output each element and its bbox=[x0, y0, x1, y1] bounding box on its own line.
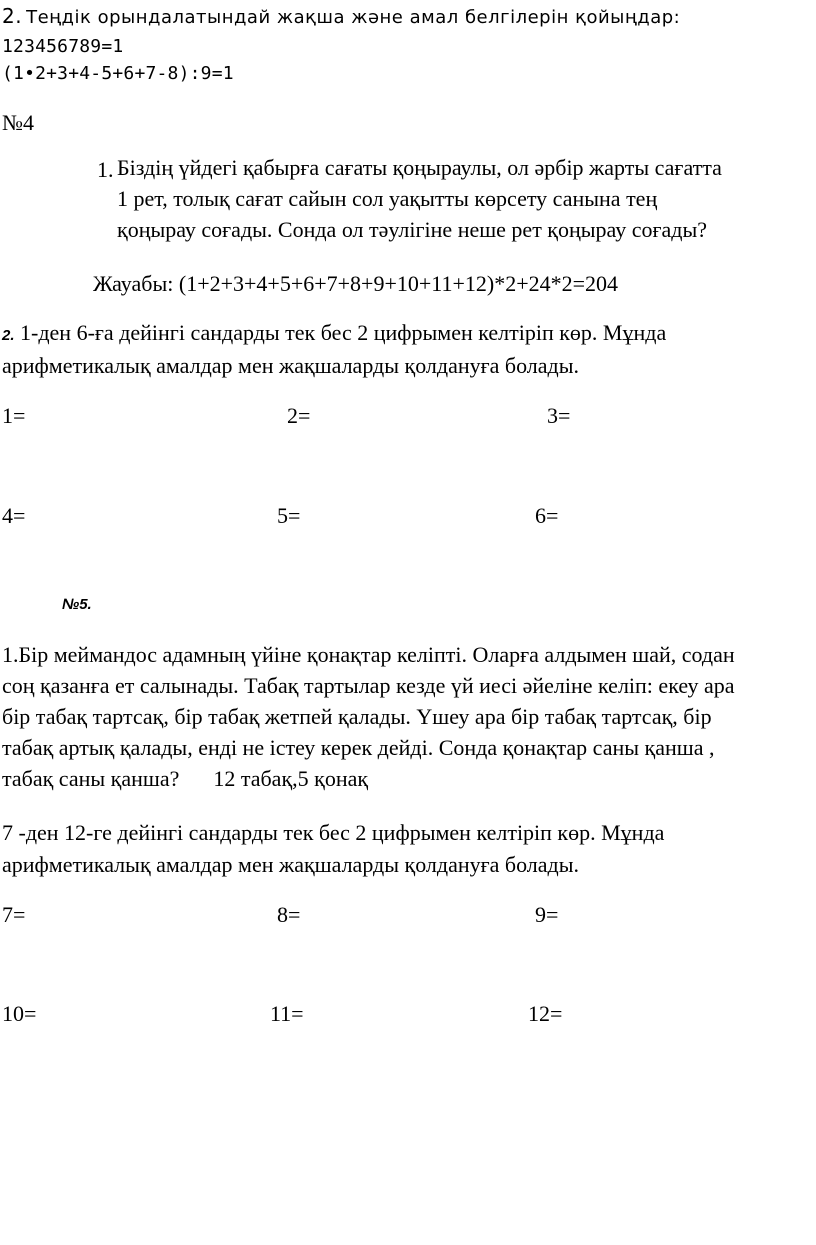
item2-line1-wrap bbox=[2, 320, 666, 346]
puzzle-answer: 12 табақ,5 қонақ bbox=[213, 766, 369, 791]
puzzle-line1: 1.Бір меймандос адамның үйіне қонақтар келіпті. Оларға алдымен шай, содан bbox=[2, 642, 735, 667]
puzzle-line2: соң қазанға ет салынады. Табақ тартылар кезде үй иесі әйеліне келіп: екеу ара bbox=[2, 673, 735, 698]
puzzle-last-line: табақ саны қанша? bbox=[2, 766, 180, 791]
item2-line1: 1-ден 6-ға дейінгі сандарды тек бес 2 цифрымен келтіріп көр. Мұнда bbox=[14, 320, 667, 345]
section5-title: №5. bbox=[62, 596, 92, 613]
eq-8: 8= bbox=[277, 902, 301, 927]
puzzle-text bbox=[2, 639, 814, 794]
puzzle-line5 bbox=[2, 763, 814, 794]
eq-7: 7= bbox=[2, 902, 26, 927]
task2-line1: 123456789=1 bbox=[2, 36, 124, 57]
section5-task-line1: 7 -ден 12-ге дейінгі сандарды тек бес 2 цифрымен келтіріп көр. Мұнда bbox=[2, 820, 665, 845]
section5-task bbox=[2, 817, 814, 881]
task2-heading bbox=[2, 4, 680, 28]
puzzle-line3: бір табақ тартсақ, бір табақ жетпей қалады. Үшеу ара бір табақ тартсақ, бір bbox=[2, 704, 712, 729]
section5-task-line2: арифметикалық амалдар мен жақшаларды қолдануға болады. bbox=[2, 852, 580, 877]
task2-number: 2. bbox=[2, 4, 23, 28]
item1-marker: 1. bbox=[97, 157, 114, 182]
item1-answer: Жауабы: (1+2+3+4+5+6+7+8+9+10+11+12)*2+24*2=204 bbox=[93, 271, 619, 296]
task2-heading-text: Теңдік орындалатындай жақша және амал белгілерін қойыңдар: bbox=[26, 7, 681, 28]
eq-1: 1= bbox=[2, 403, 26, 428]
item1-line2: 1 рет, толық сағат сайын сол уақытты көрсету санына тең bbox=[117, 186, 658, 211]
eq-2: 2= bbox=[287, 403, 311, 428]
item1-line1: Біздің үйдегі қабырға сағаты қоңыраулы, ол әрбір жарты сағатта bbox=[117, 155, 722, 180]
section4-title: №4 bbox=[2, 110, 34, 135]
puzzle-line4: табақ артық қалады, енді не істеу керек дейді. Сонда қонақтар саны қанша , bbox=[2, 735, 715, 760]
eq-11: 11= bbox=[270, 1001, 304, 1026]
item1-text bbox=[117, 152, 807, 245]
item2-marker: 2. bbox=[2, 327, 15, 344]
eq-12: 12= bbox=[528, 1001, 563, 1026]
eq-5: 5= bbox=[277, 503, 301, 528]
task2-line2: (1•2+3+4-5+6+7-8):9=1 bbox=[2, 63, 234, 84]
item2-line2: арифметикалық амалдар мен жақшаларды қолдануға болады. bbox=[2, 353, 580, 378]
eq-6: 6= bbox=[535, 503, 559, 528]
eq-3: 3= bbox=[547, 403, 571, 428]
item1-line3: қоңырау соғады. Сонда ол тәулігіне неше рет қоңырау соғады? bbox=[117, 217, 707, 242]
eq-10: 10= bbox=[2, 1001, 37, 1026]
eq-4: 4= bbox=[2, 503, 26, 528]
eq-9: 9= bbox=[535, 902, 559, 927]
